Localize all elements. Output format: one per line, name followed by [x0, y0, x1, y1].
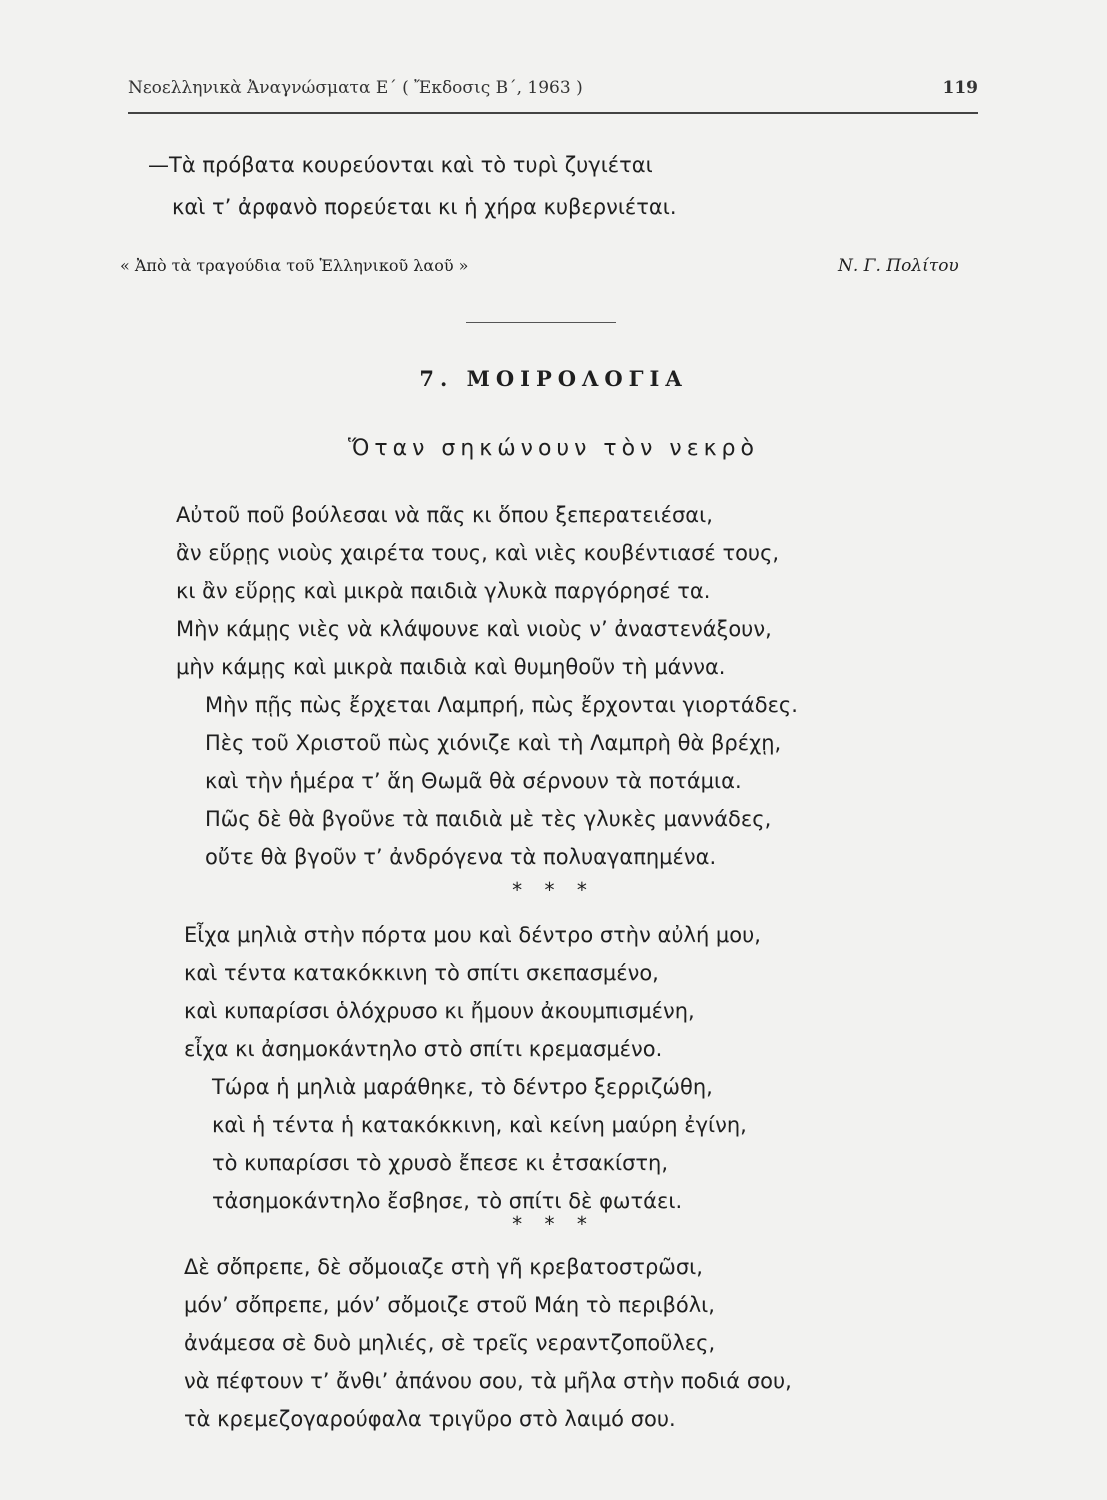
verse-line: κι ἂν εὕρῃς καὶ μικρὰ παιδιὰ γλυκὰ παργόρησέ τα. [176, 579, 711, 603]
intro-line: καὶ τ’ ἀρφανὸ πορεύεται κι ἡ χήρα κυβερνιέται. [172, 195, 677, 219]
verse-line: Πῶς δὲ θὰ βγοῦνε τὰ παιδιὰ μὲ τὲς γλυκὲς μαννάδες, [205, 807, 772, 831]
verse-line: καὶ τὴν ἡμέρα τ’ ἅη Θωμᾶ θὰ σέρνουν τὰ ποτάμια. [205, 769, 742, 793]
verse-line: νὰ πέφτουν τ’ ἄνθι’ ἀπάνου σου, τὰ μῆλα στὴν ποδιά σου, [184, 1369, 792, 1393]
verse-line: Δὲ σὄπρεπε, δὲ σὄμοιαζε στὴ γῆ κρεβατοστρῶσι, [184, 1255, 703, 1279]
section-title: 7. ΜΟΙΡΟΛΟΓΙΑ [419, 366, 688, 391]
separator-stars: * * * [512, 878, 595, 902]
verse-line: Πὲς τοῦ Χριστοῦ πὼς χιόνιζε καὶ τὴ Λαμπρὴ θὰ βρέχῃ, [205, 731, 782, 755]
source-author: Ν. Γ. Πολίτου [838, 256, 959, 276]
verse-line: τὰ κρεμεζογαρούφαλα τριγῦρο στὸ λαιμό σου. [184, 1407, 676, 1431]
verse-line: καὶ κυπαρίσσι ὁλόχρυσο κι ἤμουν ἀκουμπισμένη, [184, 999, 695, 1023]
verse-line: τὸ κυπαρίσσι τὸ χρυσὸ ἔπεσε κι ἐτσακίστη, [212, 1151, 669, 1175]
intro-line: —Τὰ πρόβατα κουρεύονται καὶ τὸ τυρὶ ζυγιέται [148, 153, 653, 177]
separator-stars: * * * [512, 1212, 595, 1236]
verse-line: ἀνάμεσα σὲ δυὸ μηλιές, σὲ τρεῖς νεραντζοποῦλες, [184, 1331, 716, 1355]
page-number: 119 [942, 78, 978, 98]
verse-line: ἂν εὕρῃς νιοὺς χαιρέτα τους, καὶ νιὲς κουβέντιασέ τους, [176, 541, 780, 565]
source-collection: « Ἀπὸ τὰ τραγούδια τοῦ Ἑλληνικοῦ λαοῦ » [120, 256, 469, 275]
section-divider [466, 322, 616, 323]
verse-line: καὶ ἡ τέντα ἡ κατακόκκινη, καὶ κείνη μαύρη ἐγίνη, [212, 1113, 747, 1137]
verse-line: καὶ τέντα κατακόκκινη τὸ σπίτι σκεπασμένο, [184, 961, 659, 985]
verse-line: μόν’ σὄπρεπε, μόν’ σὄμοιζε στοῦ Μάη τὸ περιβόλι, [184, 1293, 715, 1317]
verse-line: οὔτε θὰ βγοῦν τ’ ἀνδρόγενα τὰ πολυαγαπημένα. [205, 845, 717, 869]
verse-line: τἀσημοκάντηλο ἔσβησε, τὸ σπίτι δὲ φωτάει. [212, 1189, 683, 1213]
verse-line: Μὴν κάμῃς νιὲς νὰ κλάψουνε καὶ νιοὺς ν’ ἀναστενάξουν, [176, 617, 772, 641]
verse-line: εἶχα κι ἀσημοκάντηλο στὸ σπίτι κρεμασμένο. [184, 1037, 663, 1061]
header-rule [128, 112, 978, 114]
section-subtitle: Ὅταν σηκώνουν τὸν νεκρὸ [348, 436, 759, 461]
verse-line: Εἶχα μηλιὰ στὴν πόρτα μου καὶ δέντρο στὴν αὐλή μου, [184, 923, 761, 947]
verse-line: μὴν κάμῃς καὶ μικρὰ παιδιὰ καὶ θυμηθοῦν τὴ μάννα. [176, 655, 726, 679]
running-title: Νεοελληνικὰ Ἀναγνώσματα Ε΄ ( Ἔκδοσις Β΄, 1963 ) [128, 78, 583, 98]
verse-line: Αὐτοῦ ποῦ βούλεσαι νὰ πᾶς κι ὅπου ξεπερατειέσαι, [176, 503, 713, 527]
verse-line: Μὴν πῇς πὼς ἔρχεται Λαμπρή, πὼς ἔρχονται γιορτάδες. [205, 693, 798, 717]
verse-line: Τώρα ἡ μηλιὰ μαράθηκε, τὸ δέντρο ξερριζώθη, [212, 1075, 713, 1099]
